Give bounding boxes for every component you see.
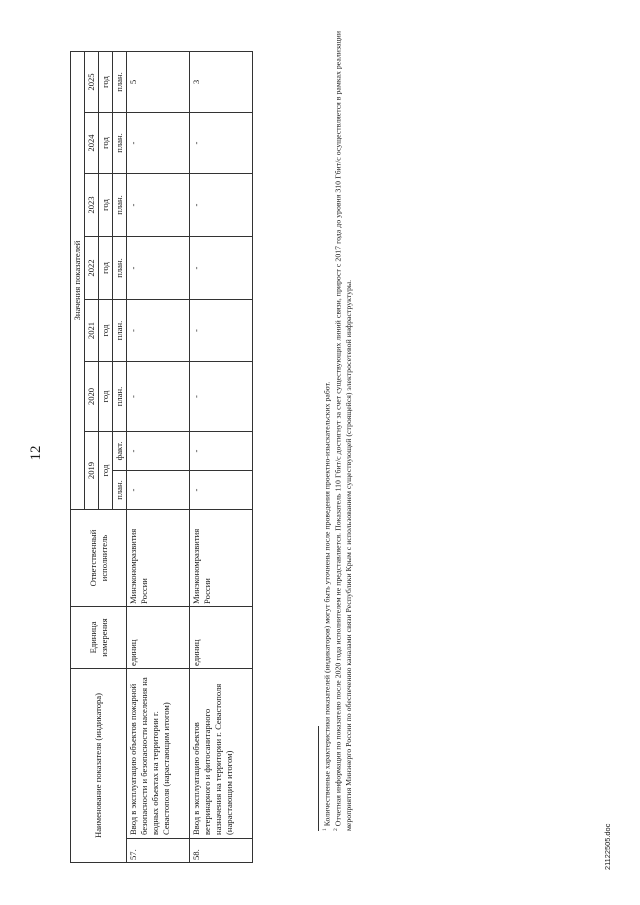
header-year: 2021 bbox=[85, 300, 99, 362]
value-cell: - bbox=[127, 432, 190, 471]
header-plan: план. bbox=[113, 237, 127, 300]
indicator-responsible: Минэкономразвития России bbox=[190, 510, 253, 607]
header-name: Наименование показателя (индикатора) bbox=[71, 669, 127, 863]
value-cell: - bbox=[190, 174, 253, 237]
value-cell: - bbox=[190, 237, 253, 300]
header-year: 2025 bbox=[85, 52, 99, 113]
header-god: год bbox=[99, 432, 113, 510]
table-row bbox=[127, 52, 190, 863]
header-year: 2022 bbox=[85, 237, 99, 300]
value-cell: - bbox=[190, 471, 253, 510]
footnote bbox=[322, 31, 333, 831]
indicator-name: Ввод в эксплуатацию объектов пожарной безопасности и безопасности населения на водных объектах на территории г. Севастополя (нарастающим итогом) bbox=[127, 669, 190, 839]
row-number: 57. bbox=[127, 839, 190, 863]
value-cell: 3 bbox=[190, 52, 253, 113]
header-god: год bbox=[99, 174, 113, 237]
header-plan: план. bbox=[113, 174, 127, 237]
footnote-text: Отчетная информация по показателю после 2020 года исполнителем не представляется. Показатель 110 Гбит/с достигнут за счет существующих линий связи, прирост с 2017 года до уровня 310 Гбит/с осуществляется в рамках реализации мероприятия Минэнерго России по обеспечению каналами связи Республики Крым с использованием существующей (строящейся) электросетевой инфраструктуры. bbox=[333, 31, 353, 831]
header-year: 2024 bbox=[85, 113, 99, 174]
header-year: 2019 bbox=[85, 432, 99, 510]
header-responsible: Ответственный исполнитель bbox=[71, 510, 127, 607]
value-cell: - bbox=[190, 432, 253, 471]
header-fact: факт. bbox=[113, 432, 127, 471]
header-god: год bbox=[99, 362, 113, 432]
value-cell: - bbox=[127, 300, 190, 362]
value-cell: 5 bbox=[127, 52, 190, 113]
header-plan: план. bbox=[113, 300, 127, 362]
indicator-name: Ввод в эксплуатацию объектов ветеринарного и фитосанитарного назначения на территории г. Севастополя (нарастающим итогом) bbox=[190, 669, 253, 839]
header-values-group: Значения показателей bbox=[71, 52, 85, 510]
value-cell: - bbox=[127, 237, 190, 300]
indicators-table bbox=[70, 51, 253, 863]
indicator-unit: единиц bbox=[190, 607, 253, 669]
header-plan: план. bbox=[113, 471, 127, 510]
footnote-text: Количественные характеристики показателей (индикаторов) могут быть уточнены после проведения проектно-изыскательских работ. bbox=[322, 381, 332, 827]
footnote-divider bbox=[318, 726, 319, 831]
footnote-mark: 1 bbox=[322, 828, 328, 831]
page-number: 12 bbox=[28, 445, 44, 461]
header-plan: план. bbox=[113, 113, 127, 174]
header-god: год bbox=[99, 237, 113, 300]
header-plan: план. bbox=[113, 362, 127, 432]
header-year: 2020 bbox=[85, 362, 99, 432]
header-year: 2023 bbox=[85, 174, 99, 237]
value-cell: - bbox=[190, 300, 253, 362]
header-unit: Единица измерения bbox=[71, 607, 127, 669]
footnote bbox=[333, 31, 354, 831]
value-cell: - bbox=[127, 471, 190, 510]
indicator-responsible: Минэкономразвития России bbox=[127, 510, 190, 607]
value-cell: - bbox=[190, 113, 253, 174]
header-god: год bbox=[99, 52, 113, 113]
value-cell: - bbox=[190, 362, 253, 432]
header-plan: план. bbox=[113, 52, 127, 113]
table-row bbox=[190, 52, 253, 863]
header-god: год bbox=[99, 113, 113, 174]
footnotes bbox=[322, 31, 354, 831]
footnote-mark: 2 bbox=[332, 828, 339, 831]
row-number: 58. bbox=[190, 839, 253, 863]
header-row-1 bbox=[71, 52, 85, 863]
value-cell: - bbox=[127, 174, 190, 237]
header-god: год bbox=[99, 300, 113, 362]
document-id: 21122505.doc bbox=[603, 823, 612, 870]
indicator-unit: единиц bbox=[127, 607, 190, 669]
value-cell: - bbox=[127, 113, 190, 174]
value-cell: - bbox=[127, 362, 190, 432]
